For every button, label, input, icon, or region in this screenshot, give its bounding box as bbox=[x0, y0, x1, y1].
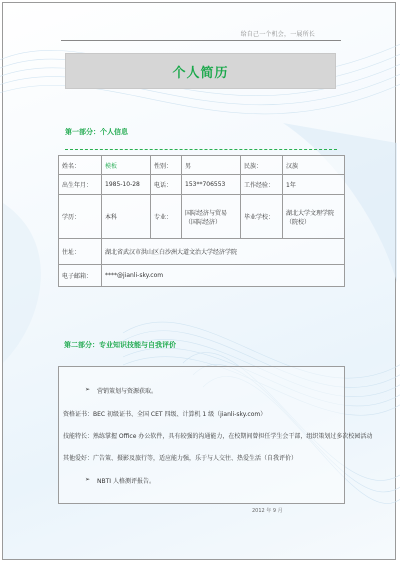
list-item: NBTI 人格测评报告。 bbox=[97, 478, 155, 485]
table-row bbox=[59, 175, 345, 195]
table-cell-value: 本科 bbox=[102, 195, 151, 239]
bullet-arrow-icon: ➢ bbox=[85, 476, 91, 483]
table-cell-label: 住址： bbox=[59, 239, 102, 265]
table-cell-label: 专业： bbox=[151, 195, 182, 239]
table-cell-value: 汉族 bbox=[283, 156, 345, 175]
table-cell-label: 工作经验： bbox=[241, 175, 283, 195]
table-cell-label: 电话： bbox=[151, 175, 182, 195]
table-cell-label: 电子邮箱： bbox=[59, 265, 102, 287]
table-row bbox=[59, 195, 345, 239]
table-cell-label: 学历： bbox=[59, 195, 102, 239]
header-divider bbox=[61, 40, 341, 41]
personal-info-table bbox=[58, 155, 345, 287]
list-item: 营销策划与资源获取。 bbox=[97, 388, 158, 395]
section-divider-1 bbox=[65, 149, 337, 150]
table-cell-value: ****@jianli-sky.com bbox=[102, 265, 345, 287]
table-cell-value: 国际经济与贸易（国际经济） bbox=[182, 195, 241, 239]
table-cell-value: 湖北大学文理学院（院校） bbox=[283, 195, 345, 239]
table-cell-label: 出生年月： bbox=[59, 175, 102, 195]
section-heading-personal-info: 第一部分：个人信息 bbox=[65, 128, 128, 136]
footer-date: 2012 年 9 月 bbox=[252, 508, 283, 514]
text-line: 资格证书：BEC 初级证书、全国 CET 四级、计算机 1 级（jianli-sky.com） bbox=[63, 411, 267, 418]
skills-evaluation-box bbox=[58, 366, 373, 504]
bullet-arrow-icon: ➢ bbox=[85, 386, 91, 393]
table-cell-value: 模板 bbox=[102, 156, 151, 175]
title-band bbox=[65, 53, 336, 89]
section-heading-skills: 第二部分：专业知识技能与自我评价 bbox=[64, 341, 176, 349]
text-line: 其他爱好：广告策、摄影及旅行等，适应能力强，乐于与人交往、热爱生活（自我评价） bbox=[63, 455, 298, 462]
table-cell-value: 1年 bbox=[283, 175, 345, 195]
page-title: 个人简历 bbox=[172, 65, 229, 81]
table-cell-label: 毕业学校： bbox=[241, 195, 283, 239]
table-row bbox=[59, 156, 345, 175]
table-cell-value: 湖北省武汉市洪山区白沙洲大道文治大学经济学院 bbox=[102, 239, 345, 265]
table-cell-label: 性别： bbox=[151, 156, 182, 175]
text-line: 技能特长：熟练掌握 Office 办公软件，具有较强的沟通能力，在校期间曾担任学生会干部，组织策划过多次校园活动 bbox=[63, 433, 373, 440]
table-cell-label: 民族： bbox=[241, 156, 283, 175]
table-row bbox=[59, 265, 345, 287]
table-cell-value: 男 bbox=[182, 156, 241, 175]
table-cell-value: 1985-10-28 bbox=[102, 175, 151, 195]
table-row bbox=[59, 239, 345, 265]
table-cell-value: 153**706553 bbox=[182, 175, 241, 195]
header-tagline: 给自己一个机会，一展所长 bbox=[240, 31, 315, 38]
table-cell-label: 姓名： bbox=[59, 156, 102, 175]
